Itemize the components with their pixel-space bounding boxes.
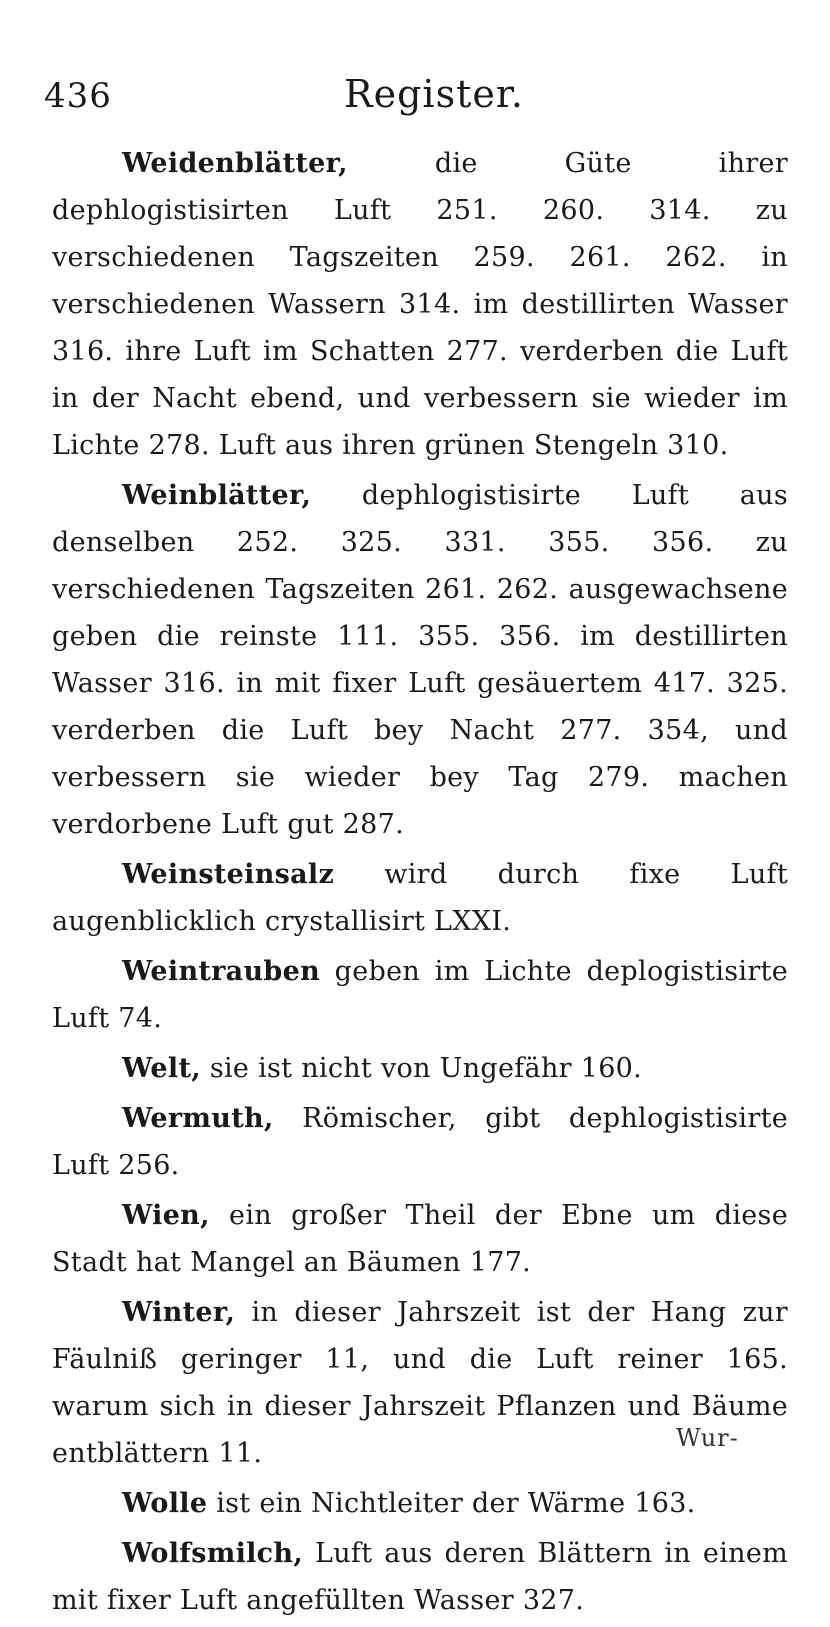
entry-text: ist ein Nichtleiter der Wärme 163. xyxy=(207,1488,696,1519)
index-entry-weinblaetter xyxy=(52,472,788,848)
index-entry-weinsteinsalz xyxy=(52,851,788,945)
entry-lemma: Weintrauben xyxy=(122,956,320,987)
entry-lemma: Weidenblätter, xyxy=(122,148,348,179)
entry-text: Luft aus deren Blättern in einem mit fixer Luft angefüllten Wasser 327. xyxy=(52,1538,788,1616)
entry-text: dephlogistisirte Luft aus denselben 252. 325. 331. 355. 356. zu verschiedenen Tagszeiten 261. 262. ausgewachsene geben die reinste 111. 355. 356. im destillirten Wasser 316. in mit fixer Luft gesäuertem 417. 325. verderben die Luft bey Nacht 277. 354, und verbessern sie wieder bey Tag 279. machen verdorbene Luft gut 287. xyxy=(52,480,788,840)
entry-lemma: Weinblätter, xyxy=(122,480,312,511)
index-entry-wolle xyxy=(52,1480,788,1527)
index-entry-wien xyxy=(52,1192,788,1286)
index-entry-wolfsmilch xyxy=(52,1530,788,1624)
index-entry-weintrauben xyxy=(52,948,788,1042)
catchword: Wur- xyxy=(676,1424,739,1452)
index-entry-weidenblaetter xyxy=(52,140,788,469)
page-number: 436 xyxy=(44,76,112,116)
entry-text: Römischer, gibt dephlogistisirte Luft 256. xyxy=(52,1103,788,1181)
entry-text: geben im Lichte deplogistisirte Luft 74. xyxy=(52,956,788,1034)
page-header xyxy=(44,70,789,120)
index-entry-welt xyxy=(52,1045,788,1092)
entry-lemma: Weinsteinsalz xyxy=(122,859,335,890)
entry-lemma: Wolle xyxy=(122,1488,208,1519)
entry-lemma: Wermuth, xyxy=(122,1103,274,1134)
entry-text: sie ist nicht von Ungefähr 160. xyxy=(200,1053,643,1084)
entry-text: die Güte ihrer dephlogistisirten Luft 251. 260. 314. zu verschiedenen Tagszeiten 259. 261. 262. in verschiedenen Wassern 314. im destillirten Wasser 316. ihre Luft im Schatten 277. verderben die Luft in der Nacht ebend, und verbessern sie wieder im Lichte 278. Luft aus ihren grünen Stengeln 310. xyxy=(52,148,788,461)
index-entries xyxy=(52,140,788,1627)
entry-text: wird durch fixe Luft augenblicklich crystallisirt LXXI. xyxy=(52,859,788,937)
entry-lemma: Wien, xyxy=(122,1200,210,1231)
entry-lemma: Winter, xyxy=(122,1297,236,1328)
entry-lemma: Wolfsmilch, xyxy=(122,1538,304,1569)
entry-text: in dieser Jahrszeit ist der Hang zur Fäulniß geringer 11, und die Luft reiner 165. warum sich in dieser Jahrszeit Pflanzen und Bäume entblättern 11. xyxy=(52,1297,788,1469)
entry-text: ein großer Theil der Ebne um diese Stadt hat Mangel an Bäumen 177. xyxy=(52,1200,788,1278)
running-head-title: Register. xyxy=(344,72,524,116)
entry-lemma: Welt, xyxy=(122,1053,201,1084)
index-entry-wermuth xyxy=(52,1095,788,1189)
